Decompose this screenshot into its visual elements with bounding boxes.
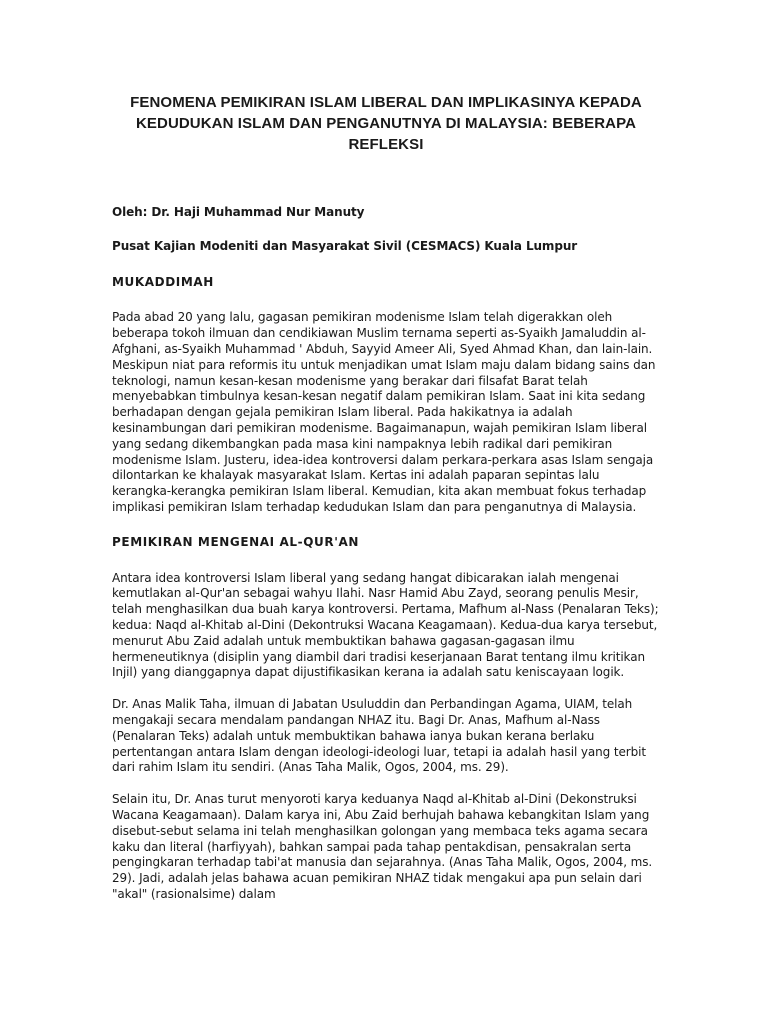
paragraph: Pada abad 20 yang lalu, gagasan pemikiran modenisme Islam telah digerakkan oleh beberapa tokoh ilmuan dan cendikiawan Muslim ternama seperti as-Syaikh Jamaluddin al- Afghani, as-Syaikh Muhammad ' Abduh, Sayyid Ameer Ali, Syed Ahmad Khan, dan lain-lain. Meskipun niat para reformis itu untuk menjadikan umat Islam maju dalam bidang sains dan teknologi, namun kesan-kesan modenisme yang berakar dari filsafat Barat telah menyebabkan timbulnya kesan-kesan negatif dalam pemikiran Islam. Saat ini kita sedang berhadapan dengan gejala pemikiran Islam liberal. Pada hakikatnya ia adalah kesinambungan dari pemikiran modenisme. Bagaimanapun, wajah pemikiran Islam liberal yang sedang dikembangkan pada masa kini nampaknya lebih radikal dari pemikiran modenisme Islam. Justeru, idea-idea kontroversi dalam perkara-perkara asas Islam sengaja dilontarkan ke khalayak masyarakat Islam. Kertas ini adalah paparan sepintas lalu kerangka-kerangka pemikiran Islam liberal. Kemudian, kita akan membuat fokus terhadap implikasi pemikiran Islam terhadap kedudukan Islam dan para penganutnya di Malaysia. bbox=[112, 310, 656, 514]
affiliation-line: Pusat Kajian Modeniti dan Masyarakat Sivil (CESMACS) Kuala Lumpur bbox=[112, 238, 578, 253]
document-title: FENOMENA PEMIKIRAN ISLAM LIBERAL DAN IMPLIKASINYA KEPADA KEDUDUKAN ISLAM DAN PENGANUTNYA DI MALAYSIA: BEBERAPA REFLEKSI bbox=[130, 94, 642, 153]
paragraph: Antara idea kontroversi Islam liberal yang sedang hangat dibicarakan ialah mengenai kemutlakan al-Qur'an sebagai wahyu Ilahi. Nasr Hamid Abu Zayd, seorang penulis Mesir, telah menghasilkan dua buah karya kontroversi. Pertama, Mafhum al-Nass (Penalaran Teks); kedua: Naqd al-Khitab al-Dini (Dekontruksi Wacana Keagamaan). Kedua-dua karya tersebut, menurut Abu Zaid adalah untuk membuktikan bahawa gagasan-gagasan ilmu hermeneutiknya (disiplin yang diambil dari tradisi keserjanaan Barat tentang ilmu kritikan Injil) yang dianggapnya dapat dijustifikasikan kerana ia adalah satu keniscayaan logik. bbox=[112, 570, 659, 680]
section-heading-mukaddimah: MUKADDIMAH bbox=[112, 274, 214, 289]
paragraph: Dr. Anas Malik Taha, ilmuan di Jabatan Usuluddin dan Perbandingan Agama, UIAM, telah mengakaji secara mendalam pandangan NHAZ itu. Bagi Dr. Anas, Mafhum al-Nass (Penalaran Teks) adalah untuk membuktikan bahawa ianya bukan kerana berlaku pertentangan antara Islam dengan ideologi-ideologi luar, tetapi ia adalah hasil yang terbit dari rahim Islam itu sendiri. (Anas Taha Malik, Ogos, 2004, ms. 29). bbox=[112, 697, 646, 775]
paragraph: Selain itu, Dr. Anas turut menyoroti karya keduanya Naqd al-Khitab al-Dini (Dekonstruksi Wacana Keagamaan). Dalam karya ini, Abu Zaid berhujah bahawa kebangkitan Islam yang disebut-sebut selama ini telah menghasilkan golongan yang membaca teks agama secara kaku dan literal (harfiyyah), bahkan sampai pada tahap pentakdisan, pensakralan serta pengingkaran terhadap tabi'at manusia dan sejarahnya. (Anas Taha Malik, Ogos, 2004, ms. 29). Jadi, adalah jelas bahawa acuan pemikiran NHAZ tidak mengakui apa pun selain dari "akal" (rasionalsime) dalam bbox=[112, 792, 653, 901]
author-line: Oleh: Dr. Haji Muhammad Nur Manuty bbox=[112, 205, 365, 219]
section-heading-al-quran: PEMIKIRAN MENGENAI AL-QUR'AN bbox=[112, 534, 360, 549]
document-page bbox=[112, 92, 660, 903]
